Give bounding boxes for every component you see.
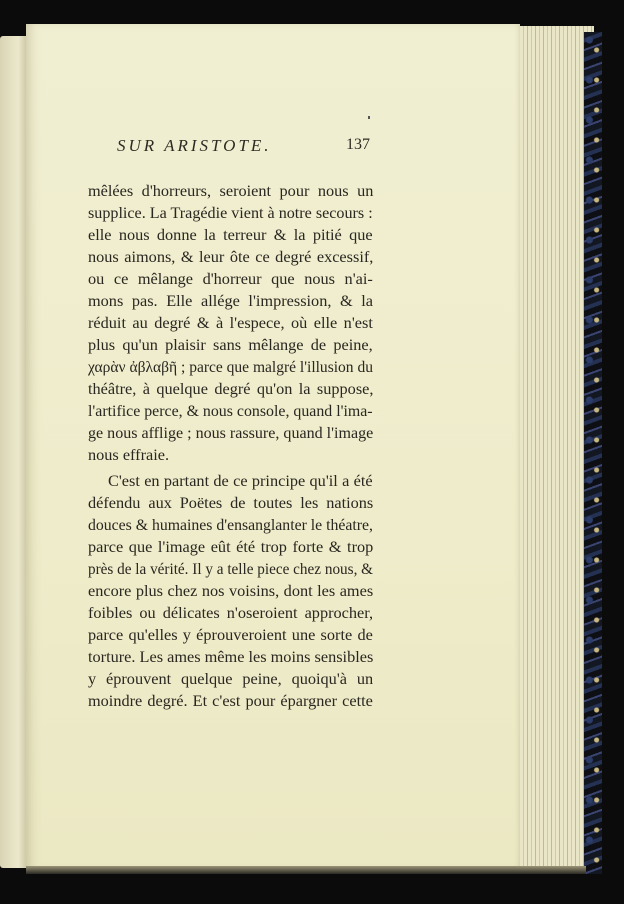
text-line: χαρὰν ἀβλαβῆ ; parce que malgré l'illusion du [88,357,373,376]
paragraph-start-line: C'est en partant de ce principe qu'il a été [108,471,373,490]
text-line: l'artifice perce, & nous console, quand l'ima- [88,401,373,420]
text-line: nous effraie. [88,445,170,464]
text-line: ou ce mêlange d'horreur que nous n'ai- [88,269,373,288]
text-line: réduit au degré & à l'espece, où elle n'est [88,313,373,332]
text-line: elle nous donne la terreur & la pitié que [88,225,373,244]
text-line: parce qu'elles y éprouveroient une sorte de [88,625,373,644]
running-head: SUR ARISTOTE. [117,136,272,155]
marbled-endpaper [584,32,602,874]
text-line: supplice. La Tragédie vient à notre secours : [88,203,373,222]
text-line: mêlées d'horreurs, seroient pour nous un [88,181,374,200]
ink-speck [368,116,370,119]
page-number: 137 [346,136,370,153]
text-line: mons pas. Elle allége l'impression, & la [88,291,373,310]
text-line: encore plus chez nos voisins, dont les ames [88,581,374,600]
page-fore-edges [512,26,594,872]
text-line: ge nous afflige ; nous rassure, quand l'image [88,423,374,442]
text-line: théâtre, à quelque degré qu'on la suppose, [88,379,374,398]
text-line: près de la vérité. Il y a telle piece chez nous, & [88,559,374,578]
text-line: moindre degré. Et c'est pour épargner cette [88,691,373,710]
text-line: torture. Les ames même les moins sensibles [88,647,374,666]
text-line: défendu aux Poëtes de toutes les nations [88,493,374,512]
text-line: y éprouvent quelque peine, quoiqu'à un [88,669,374,688]
text-line: plus qu'un plaisir sans mêlange de peine, [88,335,373,354]
left-page-edge [0,36,26,868]
text-line: douces & humaines d'ensanglanter le théatre, [88,515,373,534]
text-line: nous aimons, & leur ôte ce degré excessif, [88,247,374,266]
text-line: parce que l'image eût été trop forte & trop [88,537,374,556]
text-line: foibles ou délicates n'oseroient approcher, [88,603,374,622]
page-bottom-shadow [26,866,586,874]
